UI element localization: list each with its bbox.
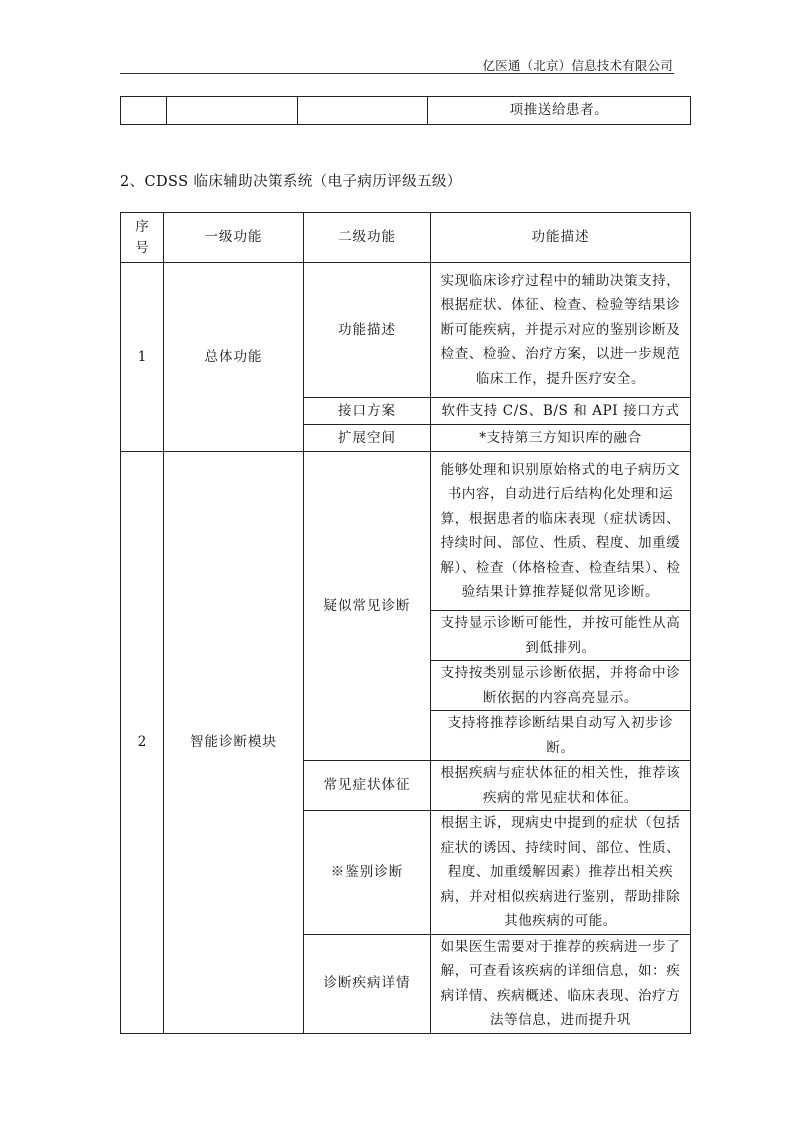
continued-table (120, 96, 691, 125)
page-header-company: 亿医通（北京）信息技术有限公司 (482, 58, 673, 73)
row-desc: 能够处理和识别原始格式的电子病历文书内容，自动进行后结构化处理和运算，根据患者的临床表现（症状诱因、持续时间、部位、性质、程度、加重缓解）、检查（体格检查、检查结果）、检验结果计算推荐疑似常见诊断。 (431, 452, 691, 611)
table-row (121, 97, 691, 125)
row-level2: 诊断疾病详情 (304, 934, 431, 1033)
header-divider (120, 73, 674, 74)
row-level2: 扩展空间 (304, 425, 431, 452)
row-level2: 常见症状体征 (304, 761, 431, 811)
table-header-row (121, 213, 691, 263)
row-desc: 支持将推荐诊断结果自动写入初步诊断。 (431, 711, 691, 761)
row-num: 1 (121, 263, 164, 452)
row-desc: 支持按类别显示诊断依据，并将命中诊断依据的内容高亮显示。 (431, 661, 691, 711)
table-cell-desc: 项推送给患者。 (428, 97, 691, 125)
table-cell (167, 97, 298, 125)
row-level2: 接口方案 (304, 398, 431, 425)
col-header-level2: 二级功能 (304, 213, 431, 263)
col-header-desc: 功能描述 (431, 213, 691, 263)
row-desc: 支持显示诊断可能性，并按可能性从高到低排列。 (431, 611, 691, 661)
row-level2: 功能描述 (304, 263, 431, 398)
row-desc: 软件支持 C/S、B/S 和 API 接口方式 (431, 398, 691, 425)
row-level2: ※鉴别诊断 (304, 811, 431, 935)
row-desc: 根据主诉，现病史中提到的症状（包括症状的诱因、持续时间、部位、性质、程度、加重缓解因素）推荐出相关疾病，并对相似疾病进行鉴别，帮助排除其他疾病的可能。 (431, 811, 691, 935)
row-desc: 实现临床诊疗过程中的辅助决策支持，根据症状、体征、检查、检验等结果诊断可能疾病，并提示对应的鉴别诊断及检查、检验、治疗方案，以进一步规范临床工作，提升医疗安全。 (431, 263, 691, 398)
row-num: 2 (121, 452, 164, 1034)
table-cell (298, 97, 428, 125)
row-level1: 总体功能 (164, 263, 304, 452)
row-desc: *支持第三方知识库的融合 (431, 425, 691, 452)
cdss-function-table (120, 212, 691, 1034)
row-level2: 疑似常见诊断 (304, 452, 431, 761)
table-row (121, 452, 691, 611)
section-title: 2、CDSS 临床辅助决策系统（电子病历评级五级） (120, 174, 462, 190)
table-cell (121, 97, 167, 125)
row-level1: 智能诊断模块 (164, 452, 304, 1034)
row-desc: 如果医生需要对于推荐的疾病进一步了解，可查看该疾病的详细信息，如：疾病详情、疾病概述、临床表现、治疗方法等信息，进而提升巩 (431, 934, 691, 1033)
row-desc: 根据疾病与症状体征的相关性，推荐该疾病的常见症状和体征。 (431, 761, 691, 811)
table-row (121, 263, 691, 398)
col-header-num: 序号 (121, 213, 164, 263)
col-header-level1: 一级功能 (164, 213, 304, 263)
